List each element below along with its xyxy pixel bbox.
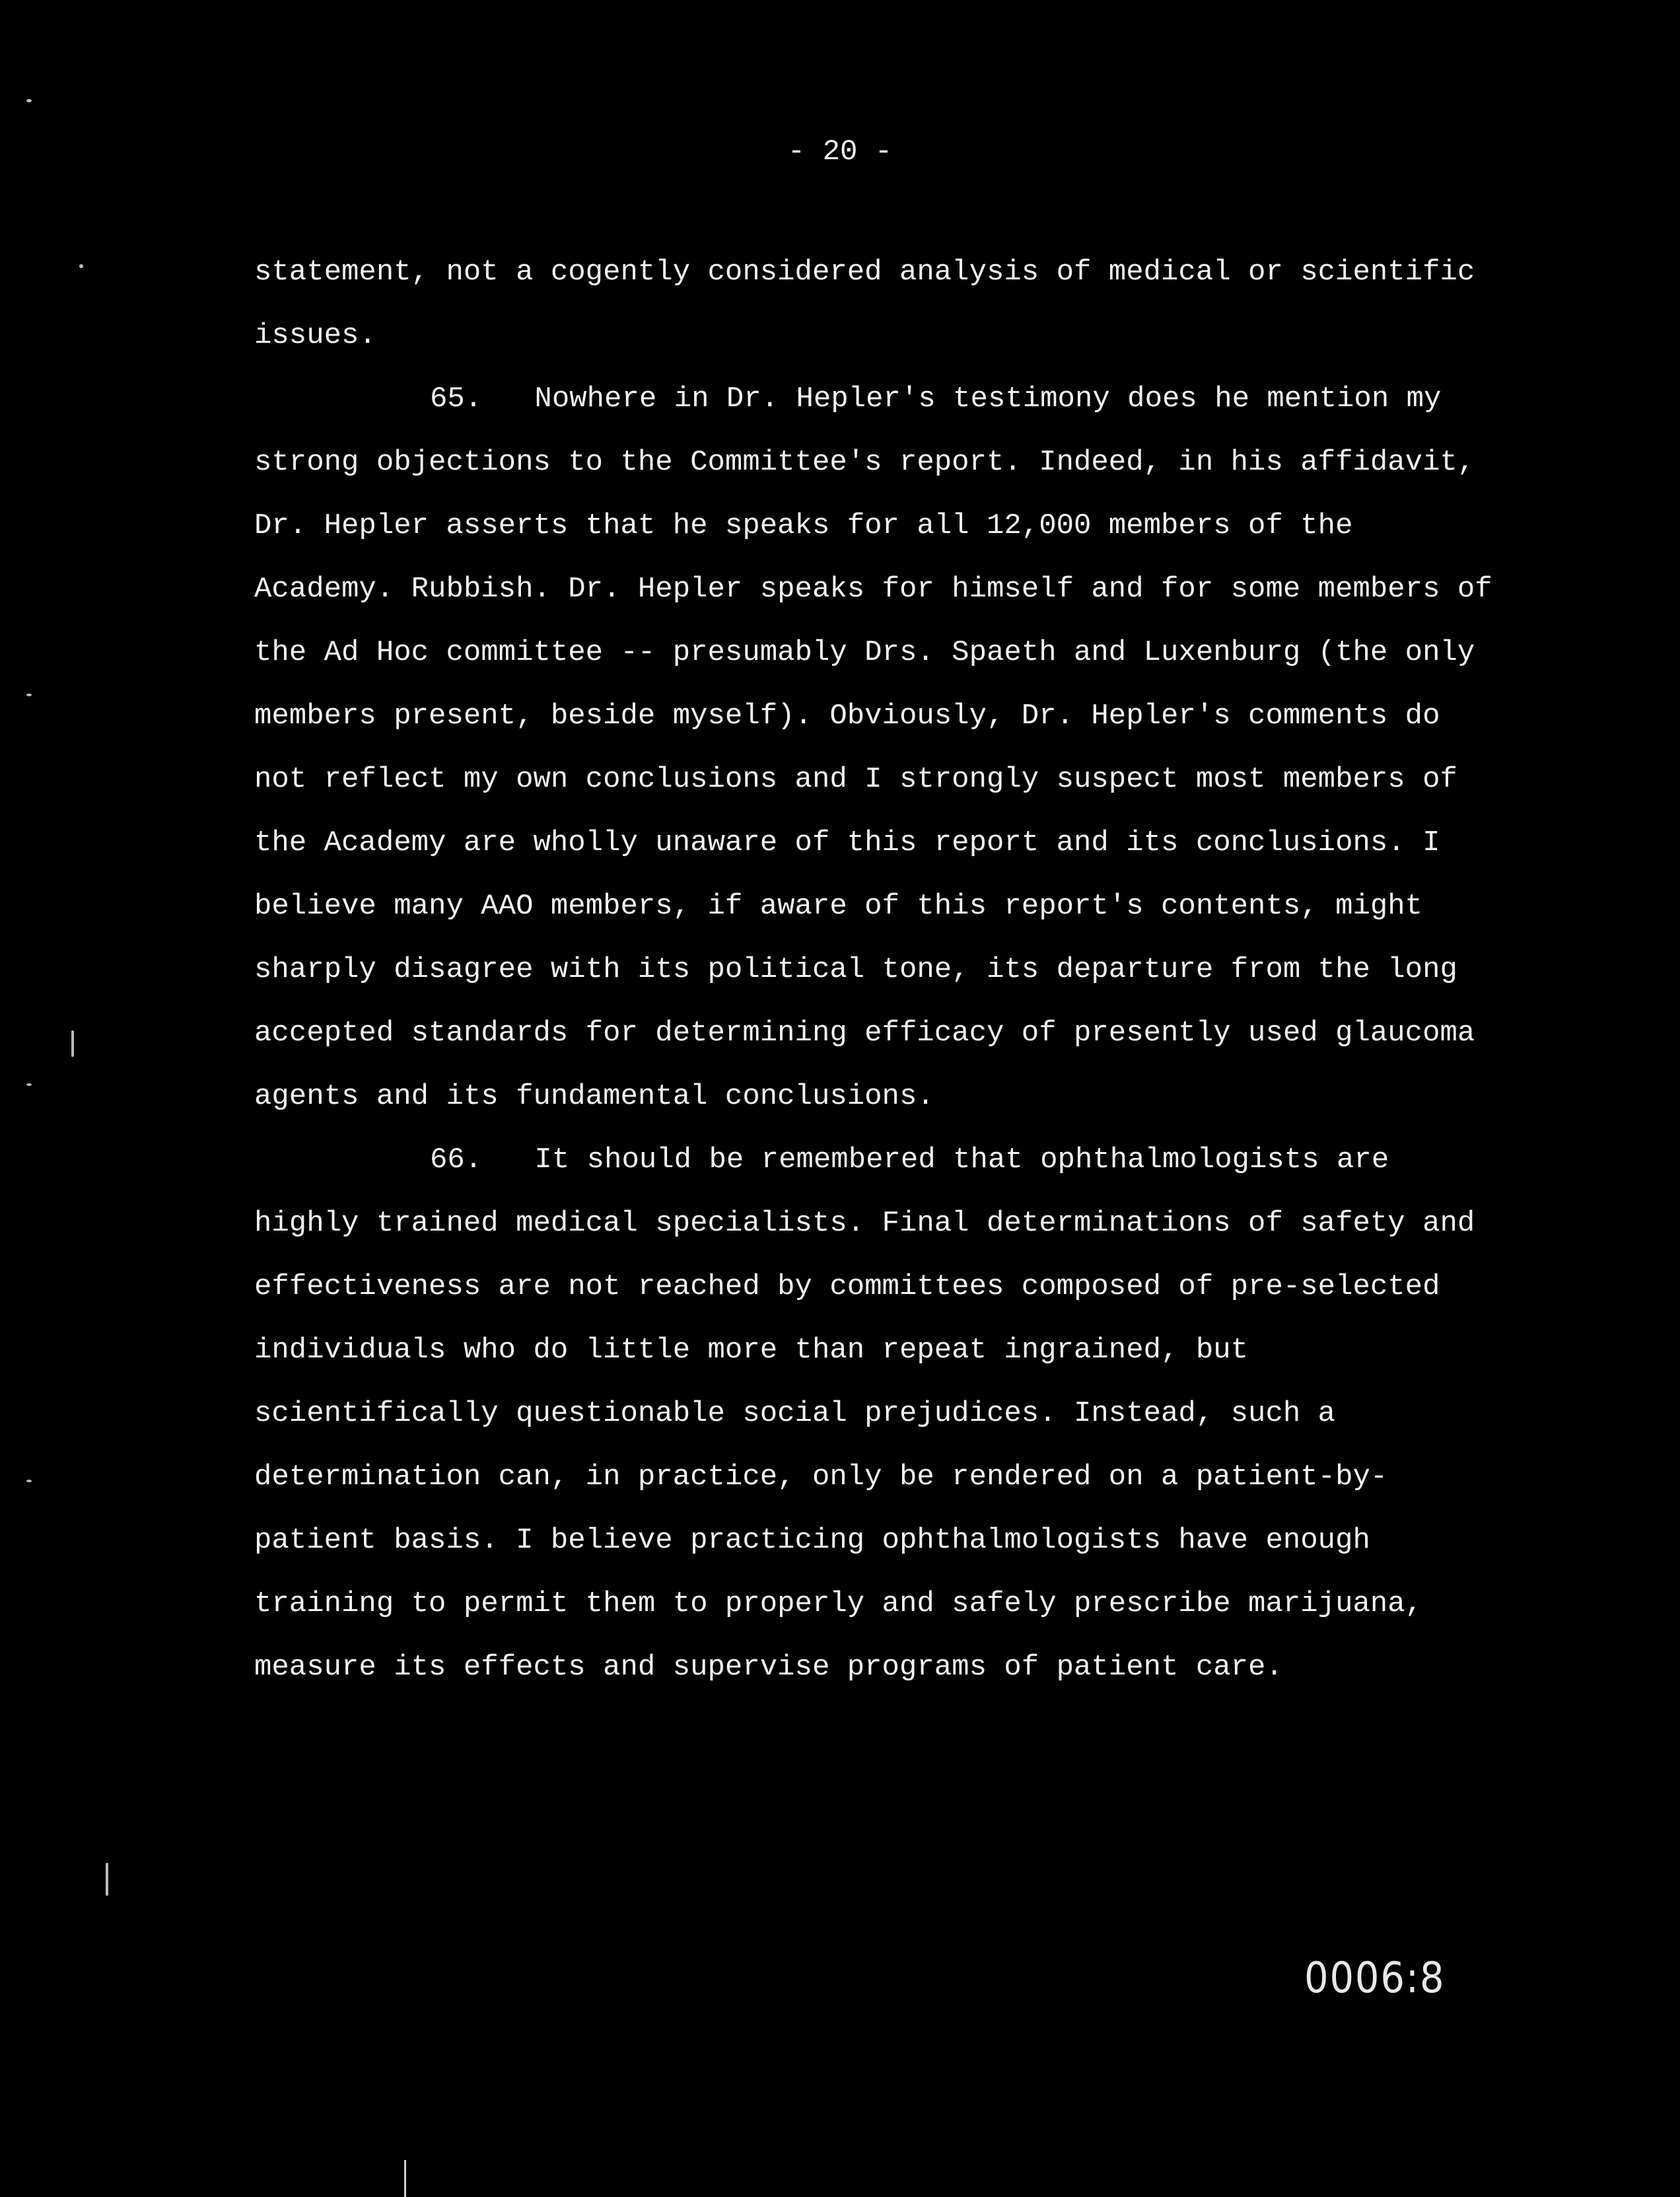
document-body <box>254 240 1509 1699</box>
paragraph-65: 65. Nowhere in Dr. Hepler's testimony does he mention my strong objections to the Committee's report. Indeed, in his affidavit, Dr. Hepler asserts that he speaks for all 12,000 members of the Academy. Rubbish. Dr. Hepler speaks for himself and for some members of the Ad Hoc committee -- presumably Drs. Spaeth and Luxenburg (the only members present, beside myself). Obviously, Dr. Hepler's comments do not reflect my own conclusions and I strongly suspect most members of the Academy are wholly unaware of this report and its conclusions. I believe many AAO members, if aware of this report's contents, might sharply disagree with its political tone, its departure from the long accepted standards for determining efficacy of presently used glaucoma agents and its fundamental conclusions. <box>254 382 1492 1113</box>
scan-speck <box>71 1030 74 1057</box>
scan-speck <box>79 264 83 268</box>
scan-speck <box>26 1083 32 1086</box>
bates-number: 0006:8 <box>1304 1954 1446 2003</box>
scan-speck <box>26 694 32 696</box>
scan-edge-line <box>404 2160 406 2197</box>
scan-speck <box>26 99 32 102</box>
paragraph-continuation: statement, not a cogently considered analysis of medical or scientific issues. <box>254 256 1475 352</box>
page-number: - 20 - <box>787 135 893 168</box>
paragraph-66: 66. It should be remembered that ophthalmologists are highly trained medical specialists. Final determinations of safety and effectiveness are not reached by committees composed of pre-selected individuals who do little more than repeat ingrained, but scientifically questionable social prejudices. Instead, such a determination can, in practice, only be rendered on a patient-by-patient basis. I believe practicing ophthalmologists have enough training to permit them to properly and safely prescribe marijuana, measure its effects and supervise programs of patient care. <box>254 1143 1475 1684</box>
scan-speck <box>26 1480 32 1482</box>
scan-speck <box>106 1863 108 1896</box>
